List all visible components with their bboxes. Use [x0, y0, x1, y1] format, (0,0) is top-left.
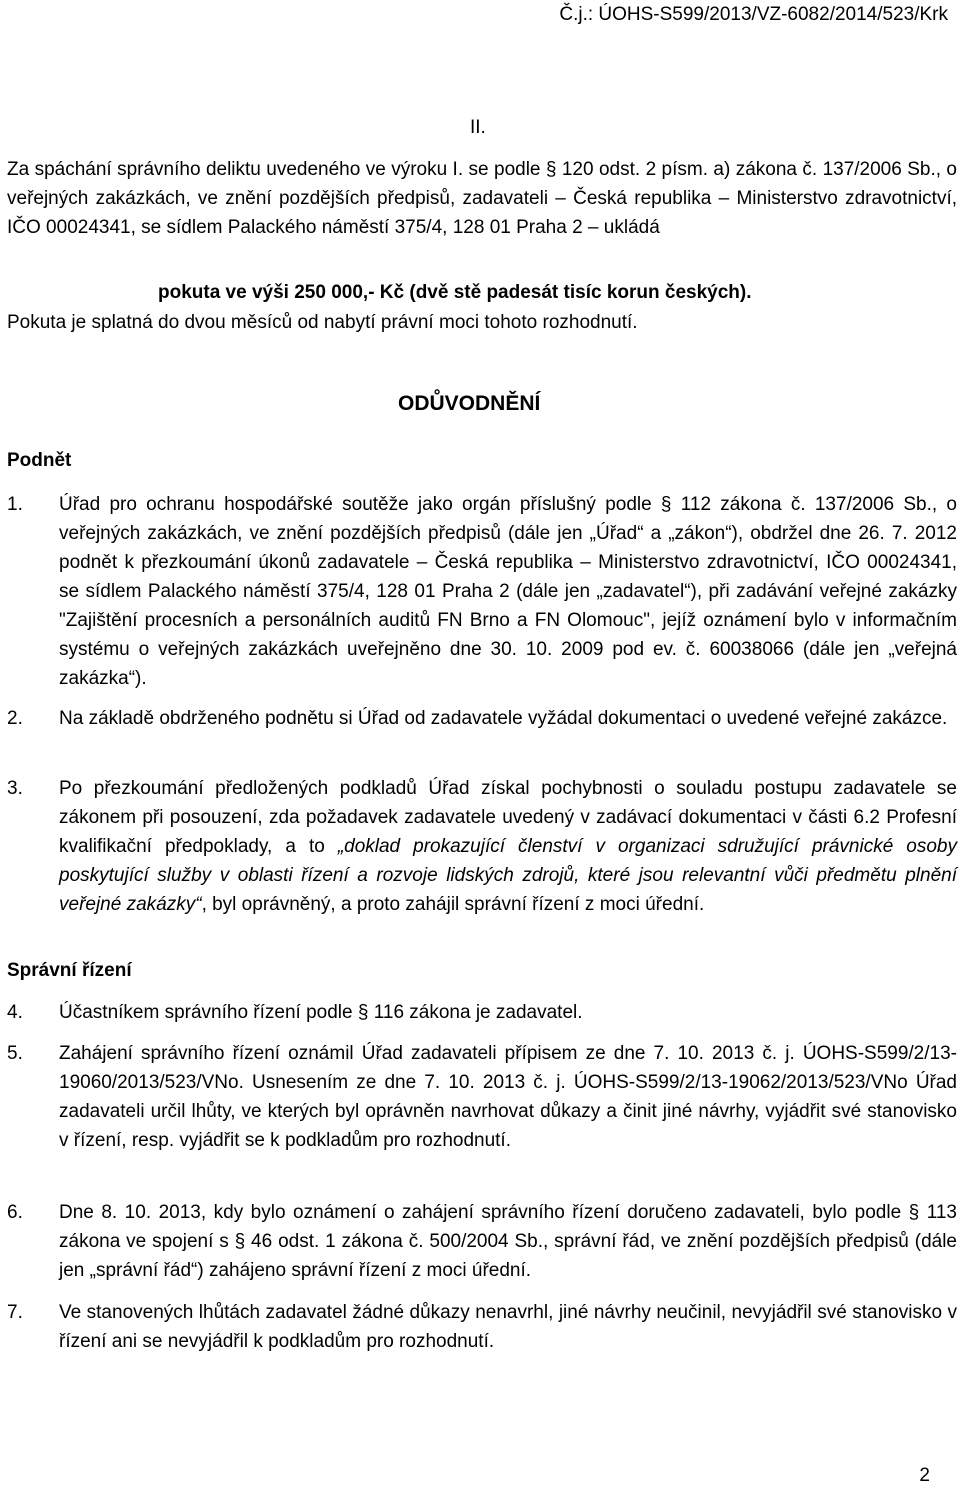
item-number: 5.: [7, 1043, 23, 1064]
fine-due-text: Pokuta je splatná do dvou měsíců od nabytí právní moci tohoto rozhodnutí.: [7, 312, 638, 333]
list-item: [7, 704, 957, 733]
list-item: [7, 998, 957, 1027]
item-number: 3.: [7, 778, 23, 799]
section-title-podnet: Podnět: [7, 450, 72, 471]
item-text: Úřad pro ochranu hospodářské soutěže jako orgán příslušný podle § 112 zákona č. 137/2006 Sb., o veřejných zakázkách, ve znění pozdějších předpisů (dále jen „Úřad“ a „zákon“), obdržel dne 26. 7. 2012 podnět k přezkoumání úkonů zadavatele – Česká republika – Ministerstvo zdravotnictví, IČO 00024341, se sídlem Palackého náměstí 375/4, 128 01 Praha 2 (dále jen „zadavatel“), při zadávání veřejné zakázky "Zajištění procesních a personálních auditů FN Brno a FN Olomouc", jejíž oznámení bylo v informačním systému o veřejných zakázkách uveřejněno dne 30. 10. 2009 pod ev. č. 60038066 (dále jen „veřejná zakázka“).: [59, 494, 957, 689]
item-number: 4.: [7, 1002, 23, 1023]
fine-amount: pokuta ve výši 250 000,- Kč (dvě stě padesát tisíc korun českých).: [158, 282, 752, 303]
justification-heading: ODŮVODNĚNÍ: [398, 392, 541, 415]
item-text: Účastníkem správního řízení podle § 116 zákona je zadavatel.: [59, 1002, 583, 1023]
item-text-italic: „doklad prokazující členství v organizaci sdružující právnické osoby poskytující služby v oblasti řízení a rozvoje lidských zdrojů, které jsou relevantní vůči předmětu plnění veřejné zakázky“: [59, 836, 957, 915]
item-number: 1.: [7, 494, 23, 515]
list-item: [7, 490, 957, 693]
reference-number: Č.j.: ÚOHS-S599/2013/VZ-6082/2014/523/Krk: [559, 4, 948, 25]
decision-paragraph: Za spáchání správního deliktu uvedeného ve výroku I. se podle § 120 odst. 2 písm. a) zákona č. 137/2006 Sb., o veřejných zakázkách, ve znění pozdějších předpisů, zadavateli – Česká republika – Ministerstvo zdravotnictví, IČO 00024341, se sídlem Palackého náměstí 375/4, 128 01 Praha 2 – ukládá: [7, 159, 957, 238]
section-numeral: II.: [470, 117, 486, 138]
item-text: Na základě obdrženého podnětu si Úřad od zadavatele vyžádal dokumentaci o uvedené veřejné zakázce.: [59, 708, 948, 729]
page-number: 2: [919, 1465, 930, 1486]
list-item: [7, 1039, 957, 1155]
list-item: [7, 774, 957, 919]
item-number: 6.: [7, 1202, 23, 1223]
item-text: Dne 8. 10. 2013, kdy bylo oznámení o zahájení správního řízení doručeno zadavateli, bylo podle § 113 zákona ve spojení s § 46 odst. 1 zákona č. 500/2004 Sb., správní řád, ve znění pozdějších předpisů (dále jen „správní řád“) zahájeno správní řízení z moci úřední.: [59, 1202, 957, 1281]
item-text: Zahájení správního řízení oznámil Úřad zadavateli přípisem ze dne 7. 10. 2013 č. j. ÚOHS-S599/2/13-19060/2013/523/VNo. Usnesením ze dne 7. 10. 2013 č. j. ÚOHS-S599/2/13-19062/2013/523/VNo Úřad zadavateli určil lhůty, ve kterých byl oprávněn navrhovat důkazy a činit jiné návrhy, vyjádřit své stanovisko v řízení, resp. vyjádřit se k podkladům pro rozhodnutí.: [59, 1043, 957, 1151]
item-number: 7.: [7, 1302, 23, 1323]
item-number: 2.: [7, 708, 23, 729]
list-item: [7, 1198, 957, 1285]
list-item: [7, 1298, 957, 1356]
section-title-spravni-rizeni: Správní řízení: [7, 960, 132, 981]
item-text-after: , byl oprávněný, a proto zahájil správní řízení z moci úřední.: [201, 894, 705, 915]
item-text: Ve stanovených lhůtách zadavatel žádné důkazy nenavrhl, jiné návrhy neučinil, nevyjádřil své stanovisko v řízení ani se nevyjádřil k podkladům pro rozhodnutí.: [59, 1302, 957, 1352]
item-text-before: Po přezkoumání předložených podkladů Úřad získal pochybnosti o souladu postupu zadavatele se zákonem při posouzení, zda požadavek zadavatele uvedený v zadávací dokumentaci v části 6.2 Profesní kvalifikační předpoklady, a to: [59, 778, 957, 857]
item-text: [59, 774, 957, 919]
